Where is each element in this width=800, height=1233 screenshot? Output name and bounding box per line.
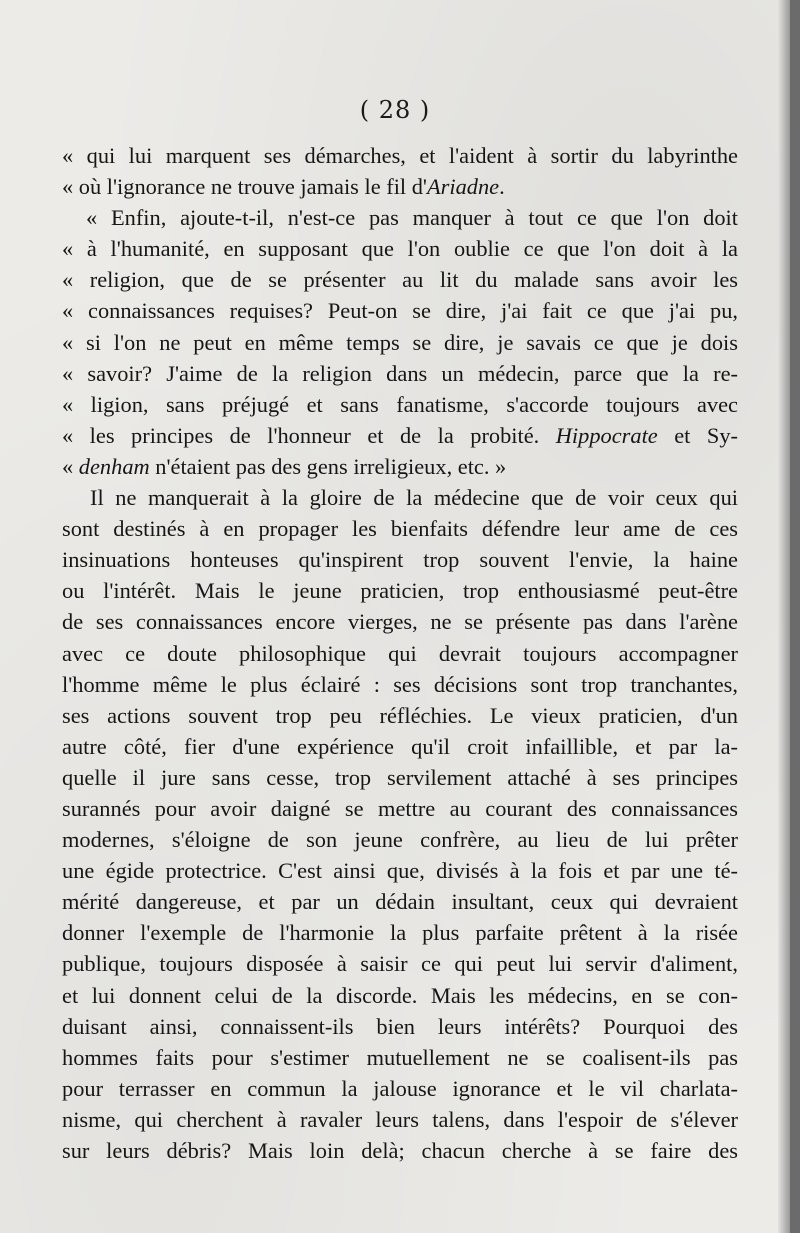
text-line: publique, toujours disposée à saisir ce qui peut lui servir d'aliment, [62,951,738,977]
text-line: modernes, s'éloigne de son jeune confrère, au lieu de lui prêter [62,827,738,853]
text-line: « religion, que de se présenter au lit du malade sans avoir les [62,267,738,293]
text-line: « où l'ignorance ne trouve jamais le fil d'Ariadne. [62,174,505,200]
page-number: ( 28 ) [359,96,431,124]
text-line: « denham n'étaient pas des gens irreligieux, etc. » [62,453,507,479]
text-line: ou l'intérêt. Mais le jeune praticien, trop enthousiasmé peut-être [62,578,738,604]
text-line: Il ne manquerait à la gloire de la médecine que de voir ceux qui [90,485,738,511]
text-line: « si l'on ne peut en même temps se dire, je savais ce que je dois [62,329,738,355]
text-line: duisant ainsi, connaissent-ils bien leurs intérêts? Pourquoi des [62,1013,738,1039]
text-line: ses actions souvent trop peu réfléchies. Le vieux praticien, d'un [62,702,738,728]
text-line: insinuations honteuses qu'inspirent trop souvent l'envie, la haine [62,547,738,573]
text-line: « les principes de l'honneur et de la probité. Hippocrate et Sy- [62,422,738,448]
text-line: sont destinés à en propager les bienfaits défendre leur ame de ces [62,516,738,542]
text-line: avec ce doute philosophique qui devrait toujours accompagner [62,640,738,666]
text-line: « à l'humanité, en supposant que l'on oublie ce que l'on doit à la [62,236,738,262]
text-line: hommes faits pour s'estimer mutuellement ne se coalisent-ils pas [62,1044,738,1070]
body-text [62,140,738,1166]
text-line: « savoir? J'aime de la religion dans un médecin, parce que la re- [62,360,738,386]
text-line: « Enfin, ajoute-t-il, n'est-ce pas manquer à tout ce que l'on doit [86,205,738,231]
italic-name-hippocrate: Hippocrate [555,422,658,448]
text-line: de ses connaissances encore vierges, ne se présente pas dans l'arène [62,609,738,635]
italic-name-ariadne: Ariadne [426,174,500,200]
text-line: « connaissances requises? Peut-on se dire, j'ai fait ce que j'ai pu, [62,298,738,324]
text-line: « qui lui marquent ses démarches, et l'aident à sortir du labyrinthe [62,143,738,168]
text-line: autre côté, fier d'une expérience qu'il croit infaillible, et par la- [62,733,738,759]
text-line: sur leurs débris? Mais loin delà; chacun cherche à se faire des [62,1138,738,1163]
text-line: surannés pour avoir daigné se mettre au courant des connaissances [62,795,738,821]
text-line: quelle il jure sans cesse, trop servilement attaché à ses principes [62,764,738,790]
text-line: « ligion, sans préjugé et sans fanatisme, s'accorde toujours avec [62,391,738,417]
text-line: pour terrasser en commun la jalouse ignorance et le vil charlata- [62,1075,738,1101]
text-line: mérité dangereuse, et par un dédain insultant, ceux qui devraient [62,889,738,915]
text-line: donner l'exemple de l'harmonie la plus parfaite prêtent à la risée [62,920,738,946]
italic-name-sydenham: denham [78,453,150,479]
text-line: l'homme même le plus éclairé : ses décisions sont trop tranchantes, [62,671,738,697]
text-line: nisme, qui cherchent à ravaler leurs talens, dans l'espoir de s'élever [62,1106,738,1132]
text-line: et lui donnent celui de la discorde. Mais les médecins, en se con- [62,982,738,1008]
page-edge-shadow [778,0,790,1233]
text-line: une égide protectrice. C'est ainsi que, divisés à la fois et par une té- [62,858,738,884]
